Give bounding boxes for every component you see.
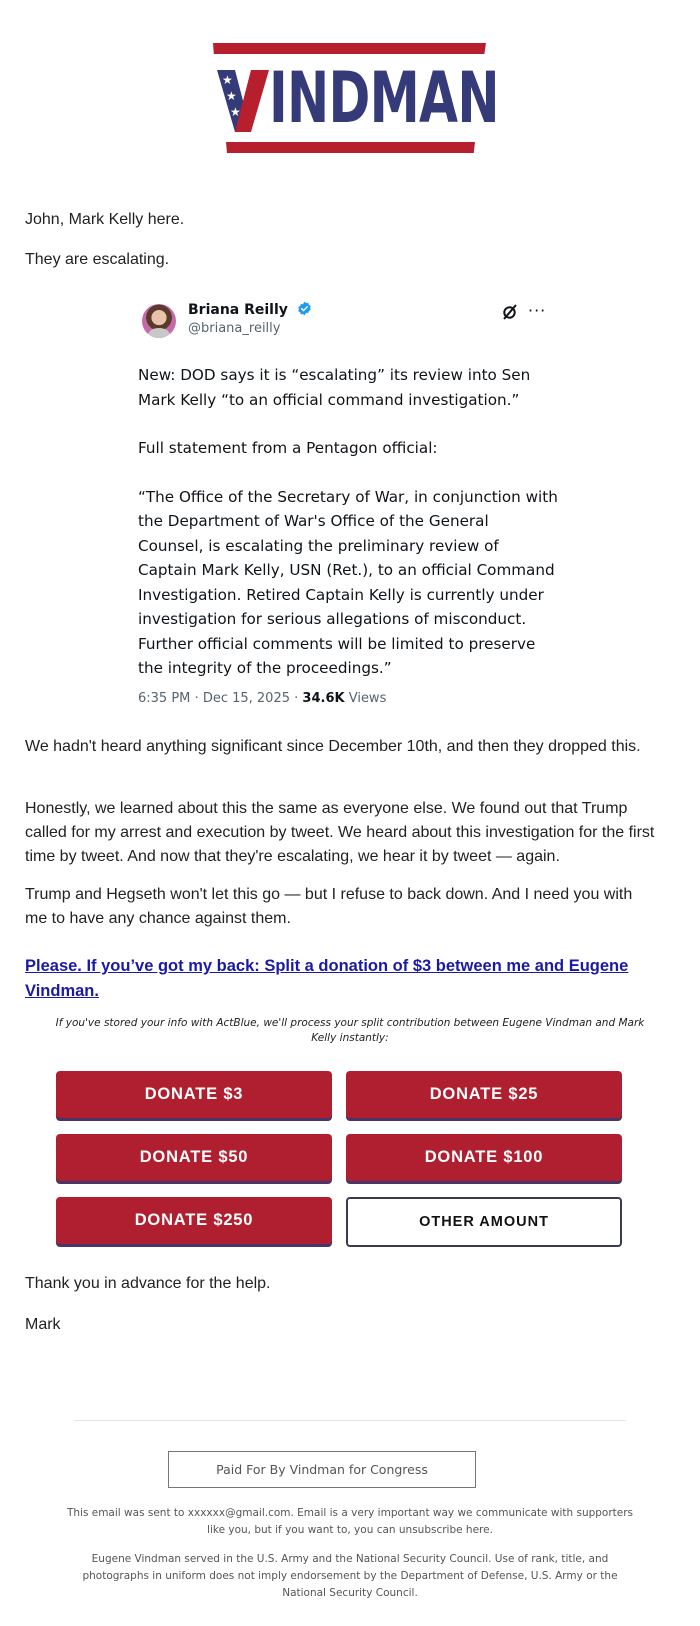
tweet-date[interactable]: Dec 15, 2025 xyxy=(202,691,290,706)
logo-wordmark: INDMAN xyxy=(269,57,499,139)
logo-bottom-stripe xyxy=(226,142,475,153)
tweet-paragraph: “The Office of the Secretary of War, in conjunction with the Department of War's Office of the General Counsel, is escalating the preliminary review of Captain Mark Kelly, USN (Ret.), to an official Command Investigation. Retired Captain Kelly is currently under investigation for serious allegations of misconduct. Further official comments will be limited to preserve the integrity of the proceedings.” xyxy=(138,487,558,677)
svg-text:★: ★ xyxy=(230,105,241,119)
tweet-paragraph: New: DOD says it is “escalating” its review into Sen Mark Kelly “to an official command investigation.” xyxy=(138,366,531,409)
footer-disclaimer: Eugene Vindman served in the U.S. Army and the National Security Council. Use of rank, title, and photographs in uniform does not imply endorsement by the Department of Defense, U.S. Army or the National Security Council. xyxy=(82,1553,618,1599)
donate-250-button[interactable]: DONATE $250 xyxy=(56,1197,332,1244)
body-paragraph-2: Honestly, we learned about this the same as everyone else. We found out that Trump called for my arrest and execution by tweet. We heard about this investigation for the first time by tweet. And now that they're escalating, we hear it by tweet — again. xyxy=(25,800,655,865)
donate-100-button[interactable]: DONATE $100 xyxy=(346,1134,622,1181)
footer-divider xyxy=(74,1420,626,1421)
meta-separator: · xyxy=(194,691,199,706)
body-paragraph-3: Trump and Hegseth won't let this go — but I refuse to back down. And I need you with me to have any chance against them. xyxy=(25,886,633,927)
svg-text:★: ★ xyxy=(222,73,233,87)
other-amount-button[interactable]: OTHER AMOUNT xyxy=(346,1197,622,1247)
paid-for-box: Paid For By Vindman for Congress xyxy=(168,1451,476,1488)
tweet-paragraph: Full statement from a Pentagon official: xyxy=(138,439,438,457)
signature: Mark xyxy=(25,1316,61,1333)
tweet-author-avatar[interactable] xyxy=(142,304,176,338)
logo-v-flag-icon xyxy=(217,70,269,132)
more-options-icon[interactable]: ··· xyxy=(528,301,547,320)
donate-25-button[interactable]: DONATE $25 xyxy=(346,1071,622,1118)
donate-50-button[interactable]: DONATE $50 xyxy=(56,1134,332,1181)
logo-top-stripe xyxy=(213,43,486,54)
grok-icon[interactable] xyxy=(501,303,519,321)
actblue-note: If you've stored your info with ActBlue, we'll process your split contribution between Eugene Vindman and Mark Kelly instantly: xyxy=(55,1017,645,1044)
tweet-views-count: 34.6K xyxy=(302,691,345,706)
tweet-author-name[interactable] xyxy=(188,301,312,318)
greeting: John, Mark Kelly here. xyxy=(25,211,185,228)
tweet-views-label: Views xyxy=(348,691,387,706)
verified-badge-icon xyxy=(297,301,312,316)
body-paragraph-1: We hadn't heard anything significant since December 10th, and then they dropped this. xyxy=(25,738,641,755)
vindman-logo xyxy=(213,43,499,153)
tweet-text xyxy=(138,363,558,705)
donate-3-button[interactable]: DONATE $3 xyxy=(56,1071,332,1118)
tweet-time[interactable]: 6:35 PM xyxy=(138,691,191,706)
tweet-author-handle[interactable]: @briana_reilly xyxy=(188,321,281,336)
meta-separator: · xyxy=(294,691,299,706)
split-donation-link[interactable]: Please. If you’ve got my back: Split a donation of $3 between me and Eugene Vindman. xyxy=(25,957,629,1000)
tweet-author-name-text: Briana Reilly xyxy=(188,302,288,318)
closing-line: Thank you in advance for the help. xyxy=(25,1275,271,1292)
tweet-meta xyxy=(138,691,386,706)
footer-sent-to[interactable]: This email was sent to xxxxxx@gmail.com. Email is a very important way we communicate with supporters like you, but if you want to, you can unsubscribe here. xyxy=(66,1507,634,1536)
svg-text:★: ★ xyxy=(226,89,237,103)
intro-line: They are escalating. xyxy=(25,251,170,268)
